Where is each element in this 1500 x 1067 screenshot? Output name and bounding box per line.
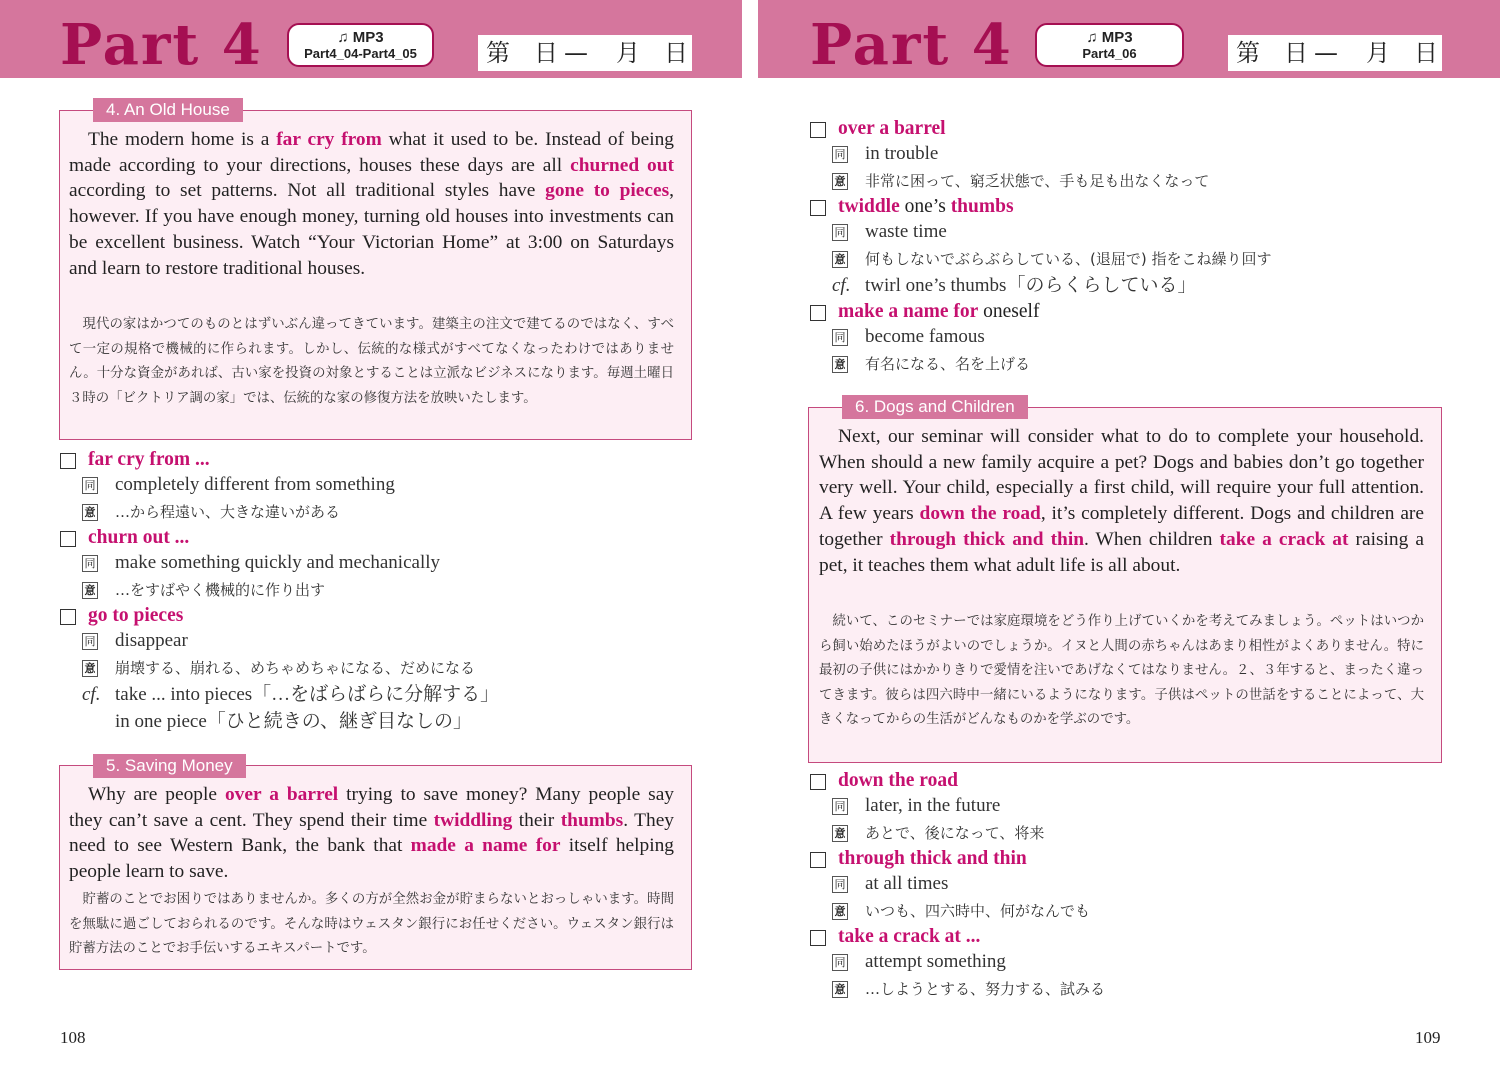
date-char: 日	[1414, 39, 1438, 67]
date-char: 月	[1366, 39, 1390, 67]
section5-title: 5. Saving Money	[93, 754, 246, 778]
vocab-term	[838, 117, 946, 141]
vocab-synonym: in trouble	[865, 143, 939, 164]
text-run: what it used to be. Instead of being made according to your directions, houses these days are all	[69, 129, 674, 176]
vocab-meaning: あとで、後になって、将来	[865, 824, 1045, 842]
meaning-mark-icon: 意	[82, 582, 98, 599]
vocab-term	[838, 847, 1027, 871]
music-note-icon: ♫	[1086, 29, 1098, 46]
vocab-meaning: …をすばやく機械的に作り出す	[115, 581, 326, 599]
highlighted-phrase: thumbs	[560, 809, 624, 831]
term-plain: oneself	[978, 301, 1040, 322]
date-char: —	[564, 39, 588, 67]
section6-box	[808, 407, 1442, 763]
vocab-synonym: attempt something	[865, 951, 1006, 972]
section4-title: 4. An Old House	[93, 98, 243, 122]
date-char: —	[1314, 39, 1338, 67]
highlighted-phrase: take a crack at	[1219, 528, 1349, 550]
vocab-meaning: 何もしないでぶらぶらしている、(退屈で) 指をこね繰り回す	[865, 250, 1272, 268]
left-part-title: Part 4	[60, 12, 263, 78]
text-run: , however. If you have enough money, turning old houses into investments can be excellent business. Watch “Your Victorian Home” at 3:00 on Saturdays and learn to restore traditional houses.	[69, 180, 675, 279]
cf-entry: take ... into pieces「…をばらばらに分解する」	[115, 684, 500, 705]
term-phrase: go to pieces	[88, 605, 184, 626]
left-mp3-badge	[287, 23, 434, 67]
date-char: 日	[1284, 39, 1308, 67]
section5-japanese: 貯蓄のことでお困りではありませんか。多くの方が全然お金が貯まらないとおっしゃいます。時間を無駄に過ごしておられるのです。そんな時はウェスタン銀行にお任せください。ウェスタン銀行は貯蓄方法のことでお手伝いするエキスパートです。	[69, 892, 674, 957]
page-number-right: 109	[1415, 1028, 1441, 1047]
vocab-checkbox[interactable]	[810, 122, 826, 138]
synonym-mark-icon: 同	[832, 224, 848, 241]
term-phrase: over a barrel	[838, 118, 946, 139]
vocab-term	[88, 526, 189, 550]
cf-label: cf.	[82, 684, 101, 705]
text-run: itself helping people learn to save.	[69, 835, 674, 883]
text-run: their	[512, 809, 561, 831]
vocab-term	[838, 769, 958, 793]
meaning-mark-icon: 意	[832, 903, 848, 920]
mp3-tracks: Part4_06	[1082, 46, 1137, 61]
right-mp3-badge	[1035, 23, 1184, 67]
vocab-meaning: 崩壊する、崩れる、めちゃめちゃになる、だめになる	[115, 659, 476, 677]
term-phrase: twiddle	[838, 196, 900, 217]
vocab-synonym: become famous	[865, 326, 985, 347]
mp3-label: MP3	[352, 29, 384, 46]
vocab-synonym: at all times	[865, 873, 949, 894]
meaning-mark-icon: 意	[832, 825, 848, 842]
vocab-checkbox[interactable]	[810, 305, 826, 321]
highlighted-phrase: gone to pieces	[545, 180, 670, 202]
synonym-mark-icon: 同	[832, 329, 848, 346]
vocab-term	[88, 448, 210, 472]
vocab-checkbox[interactable]	[810, 774, 826, 790]
section4-box	[59, 110, 692, 440]
vocab-meaning: いつも、四六時中、何がなんでも	[865, 902, 1091, 920]
section5-english	[69, 782, 674, 885]
section6-title: 6. Dogs and Children	[842, 395, 1028, 419]
text-run: . They need to see Western Bank, the bank that	[69, 809, 674, 857]
vocab-meaning: …しようとする、努力する、試みる	[865, 980, 1106, 998]
synonym-mark-icon: 同	[82, 555, 98, 572]
vocab-meaning: 非常に困って、窮乏状態で、手も足も出なくなって	[865, 172, 1210, 190]
term-phrase: make a name for	[838, 301, 979, 322]
date-char: 第	[486, 39, 510, 67]
date-char: 第	[1236, 39, 1260, 67]
text-run: according to set patterns. Not all traditional styles have	[69, 180, 546, 202]
vocab-checkbox[interactable]	[810, 200, 826, 216]
right-date-box[interactable]	[1228, 35, 1442, 71]
vocab-term	[88, 604, 183, 628]
vocab-checkbox[interactable]	[60, 531, 76, 547]
meaning-mark-icon: 意	[82, 504, 98, 521]
synonym-mark-icon: 同	[832, 798, 848, 815]
vocab-synonym: waste time	[865, 221, 947, 242]
term-phrase: through thick and thin	[838, 848, 1027, 869]
music-note-icon: ♫	[337, 29, 349, 46]
text-run: Why are people	[88, 784, 225, 805]
term-phrase: thumbs	[950, 196, 1014, 217]
synonym-mark-icon: 同	[82, 633, 98, 650]
text-run: Next, our seminar will consider what to do to complete your household. When should a new family acquire a pet? Dogs and babies don’t go together very well. Your child, especially a first child, will require your full attention. A few years	[819, 426, 1424, 525]
section4-japanese: 現代の家はかつてのものとはずいぶん違ってきています。建築主の注文で建てるのではなく、すべて一定の規格で機械的に作られます。しかし、伝統的な様式がすべてなくなったわけではありません。十分な資金があれば、古い家を投資の対象とすることは立派なビジネスになります。毎週土曜日３時の「ビクトリア調の家」では、伝統的な家の修復方法を放映いたします。	[69, 317, 674, 406]
date-char: 日	[534, 39, 558, 67]
synonym-mark-icon: 同	[832, 146, 848, 163]
date-char: 月	[616, 39, 640, 67]
meaning-mark-icon: 意	[832, 981, 848, 998]
highlighted-phrase: through thick and thin	[889, 528, 1084, 550]
highlighted-phrase: far cry from	[276, 129, 382, 150]
highlighted-phrase: down the road	[919, 503, 1041, 525]
vocab-meaning: …から程遠い、大きな違いがある	[115, 503, 341, 521]
term-phrase: far cry from ...	[88, 449, 210, 470]
vocab-meaning: 有名になる、名を上げる	[865, 355, 1031, 373]
text-run: . When children	[1083, 528, 1220, 550]
left-date-box[interactable]	[478, 35, 692, 71]
highlighted-phrase: made a name for	[410, 835, 561, 857]
term-phrase: down the road	[838, 770, 958, 791]
vocab-term	[838, 195, 1014, 219]
vocab-checkbox[interactable]	[810, 852, 826, 868]
section5-box	[59, 765, 692, 970]
text-run: trying to save money? Many people say they can’t save a cent. They spend their time	[69, 784, 675, 831]
synonym-mark-icon: 同	[832, 954, 848, 971]
cf-label: cf.	[832, 275, 851, 296]
meaning-mark-icon: 意	[832, 251, 848, 268]
meaning-mark-icon: 意	[832, 356, 848, 373]
synonym-mark-icon: 同	[832, 876, 848, 893]
meaning-mark-icon: 意	[832, 173, 848, 190]
right-part-title: Part 4	[810, 12, 1013, 78]
vocab-synonym: completely different from something	[115, 474, 395, 495]
vocab-term	[838, 925, 980, 949]
date-char: 日	[664, 39, 688, 67]
page-number-left: 108	[60, 1028, 86, 1047]
section6-english	[819, 424, 1424, 578]
section4-english	[69, 127, 674, 281]
text-run: The modern home is a	[88, 129, 277, 150]
vocab-synonym: disappear	[115, 630, 188, 651]
vocab-checkbox[interactable]	[60, 609, 76, 625]
vocab-synonym: make something quickly and mechanically	[115, 552, 441, 573]
cf-entry: in one piece「ひと続きの、継ぎ目なしの」	[115, 711, 473, 732]
highlighted-phrase: churned out	[570, 154, 674, 176]
term-plain: one’s	[899, 196, 951, 217]
highlighted-phrase: over a barrel	[224, 784, 339, 805]
vocab-checkbox[interactable]	[60, 453, 76, 469]
vocab-checkbox[interactable]	[810, 930, 826, 946]
term-phrase: churn out ...	[88, 527, 190, 548]
vocab-synonym: later, in the future	[865, 795, 1001, 816]
cf-entry: twirl one’s thumbs「のらくらしている」	[865, 275, 1197, 296]
section6-japanese: 続いて、このセミナーでは家庭環境をどう作り上げていくかを考えてみましょう。ペットはいつから飼い始めたほうがよいのでしょうか。イヌと人間の赤ちゃんはあまり相性がよくありません。特に最初の子供にはかかりきりで愛情を注いであげなくてはなりません。２、３年すると、まったく違ってきます。彼らは四六時中一緒にいるようになります。子供はペットの世話をすることによって、大きくなってからの生活がどんなものかを学ぶのです。	[819, 614, 1424, 728]
vocab-term	[838, 300, 1039, 324]
highlighted-phrase: twiddling	[433, 809, 513, 831]
mp3-tracks: Part4_04-Part4_05	[304, 46, 417, 61]
term-phrase: take a crack at ...	[838, 926, 981, 947]
text-run: raising a pet, it teaches them what adult life is all about.	[819, 528, 1424, 576]
text-run: , it’s completely different. Dogs and children are together	[819, 503, 1424, 550]
synonym-mark-icon: 同	[82, 477, 98, 494]
meaning-mark-icon: 意	[82, 660, 98, 677]
mp3-label: MP3	[1101, 29, 1133, 46]
